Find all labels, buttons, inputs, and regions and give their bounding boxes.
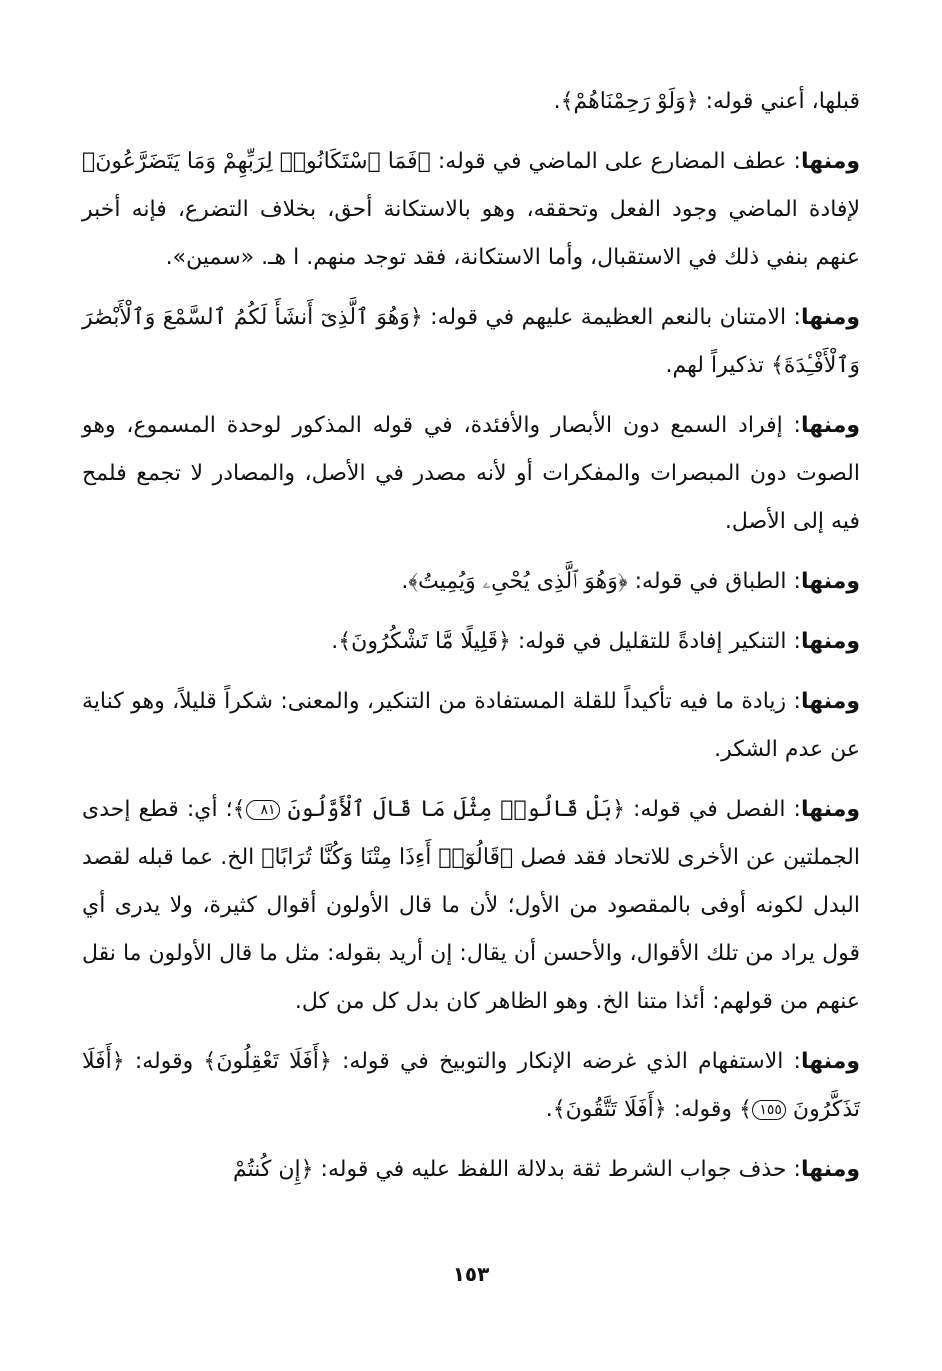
ayah-number-badge: ٨١ <box>246 800 280 820</box>
paragraph-lead: ومنها <box>800 569 860 594</box>
paragraph-lead: ومنها <box>800 413 860 438</box>
paragraph-text: : حذف جواب الشرط ثقة بدلالة اللفظ عليه في قوله: <box>313 1157 801 1182</box>
paragraph-list <box>82 78 860 1194</box>
paragraph-text: . <box>401 569 409 594</box>
quran-verse: ﴿قَلِيلًا مَّا تَشْكُرُونَ﴾ <box>338 629 511 654</box>
paragraph-lead: ومنها <box>800 629 860 654</box>
quran-verse: ﴿قَالُوٓا۟ أَءِذَا مِتْنَا وَكُنَّا تُرَابًا﴾ <box>261 845 514 870</box>
quran-verse: ﴿أَفَلَا تَعْقِلُونَ﴾ <box>203 1049 332 1074</box>
quran-verse: ﴾ <box>232 797 246 822</box>
paragraph <box>82 78 860 126</box>
paragraph <box>82 138 860 282</box>
paragraph <box>82 1146 860 1194</box>
quran-verse: ﴿أَفَلَا تَذَكَّرُونَ <box>82 1049 860 1122</box>
quran-verse: ﴿أَفَلَا تَتَّقُونَ﴾ <box>552 1097 667 1122</box>
paragraph-lead: ومنها <box>800 797 861 822</box>
paragraph-text: : الاستفهام الذي غرضه الإنكار والتوبيخ في قوله: <box>331 1049 801 1074</box>
paragraph-text: : الفصل في قوله: <box>624 797 801 822</box>
quran-verse: ﴾ <box>739 1097 752 1122</box>
paragraph-text: : التنكير إفادةً للتقليل في قوله: <box>510 629 801 654</box>
paragraph-text: ؛ أي: قطع إحدى الجملتين عن الأخرى للاتحاد فقد فصل <box>82 797 860 870</box>
quran-verse: ﴿وَهُوَ ٱلَّذِى يُحْىِۦ وَيُمِيتُ﴾ <box>408 569 628 594</box>
paragraph-text: تذكيراً لهم. <box>665 353 771 378</box>
paragraph-text: : الامتنان بالنعم العظيمة عليهم في قوله: <box>422 305 801 330</box>
paragraph-text: : زيادة ما فيه تأكيداً للقلة المستفادة من التنكير، والمعنى: شكراً قليلاً، وهو كناية عن عدم الشكر. <box>82 689 860 762</box>
paragraph <box>82 402 860 546</box>
ayah-number-badge: ١٥٥ <box>752 1100 786 1120</box>
paragraph-text: الخ. عما قبله لقصد البدل لكونه أوفى بالمقصود من الأول؛ لأن ما قال الأولون أقوال كثيرة، ولا يدرى أي قول يراد من تلك الأقوال، والأحسن أن يقال: إن أريد بقوله: مثل ما قال الأولون ما نقل عنهم من قولهم: أئذا متنا الخ. وهو الظاهر كان بدل كل من كل. <box>82 845 860 1014</box>
paragraph-text: : إفراد السمع دون الأبصار والأفئدة، في قوله المذكور لوحدة المسموع، وهو الصوت دون المبصرات والمفكرات أو لأنه مصدر في الأصل، والمصادر لا تجمع فلمح فيه إلى الأصل. <box>82 413 860 534</box>
paragraph-text: لإفادة الماضي وجود الفعل وتحققه، وهو بالاستكانة أحق، بخلاف التضرع، فإنه أخبر عنهم بنفي ذلك في الاستقبال، وأما الاستكانة، فقد توجد منهم. ا هـ. «سمين». <box>82 197 860 270</box>
paragraph-text: . <box>331 629 339 654</box>
quran-verse: ﴿بَلْ قَالُوا۟ مِثْلَ مَا قَالَ ٱلْأَوَّلُونَ <box>279 797 625 822</box>
paragraph-lead: ومنها <box>800 1157 860 1182</box>
quran-verse: ﴿إِن كُنتُمْ <box>233 1157 314 1182</box>
paragraph <box>82 558 860 606</box>
paragraph-lead: ومنها <box>800 149 860 174</box>
quran-verse: ﴿فَمَا ٱسْتَكَانُوا۟ لِرَبِّهِمْ وَمَا يَتَضَرَّعُونَ﴾ <box>82 149 431 174</box>
paragraph <box>82 618 860 666</box>
paragraph <box>82 1038 860 1134</box>
paragraph-text: : الطباق في قوله: <box>627 569 801 594</box>
paragraph-text: . <box>553 89 561 114</box>
quran-verse: ﴿وَهُوَ ٱلَّذِىٓ أَنشَأَ لَكُمُ ٱلسَّمْعَ وَٱلْأَبْصَٰرَ وَٱلْأَفْـِٔدَةَ﴾ <box>82 305 860 378</box>
paragraph-text: . <box>545 1097 553 1122</box>
paragraph-text: وقوله: <box>124 1049 204 1074</box>
page-body <box>82 78 860 1206</box>
paragraph <box>82 786 860 1026</box>
paragraph-lead: ومنها <box>800 689 860 714</box>
paragraph-text: قبلها، أعني قوله: <box>698 89 860 114</box>
paragraph-text: وقوله: <box>666 1097 740 1122</box>
paragraph-lead: ومنها <box>800 1049 861 1074</box>
page-number: ١٥٣ <box>452 1262 490 1286</box>
paragraph-text: : عطف المضارع على الماضي في قوله: <box>430 149 801 174</box>
paragraph <box>82 678 860 774</box>
paragraph-lead: ومنها <box>800 305 860 330</box>
paragraph <box>82 294 860 390</box>
quran-verse: ﴿وَلَوْ رَحِمْنَاهُمْ﴾ <box>560 89 699 114</box>
